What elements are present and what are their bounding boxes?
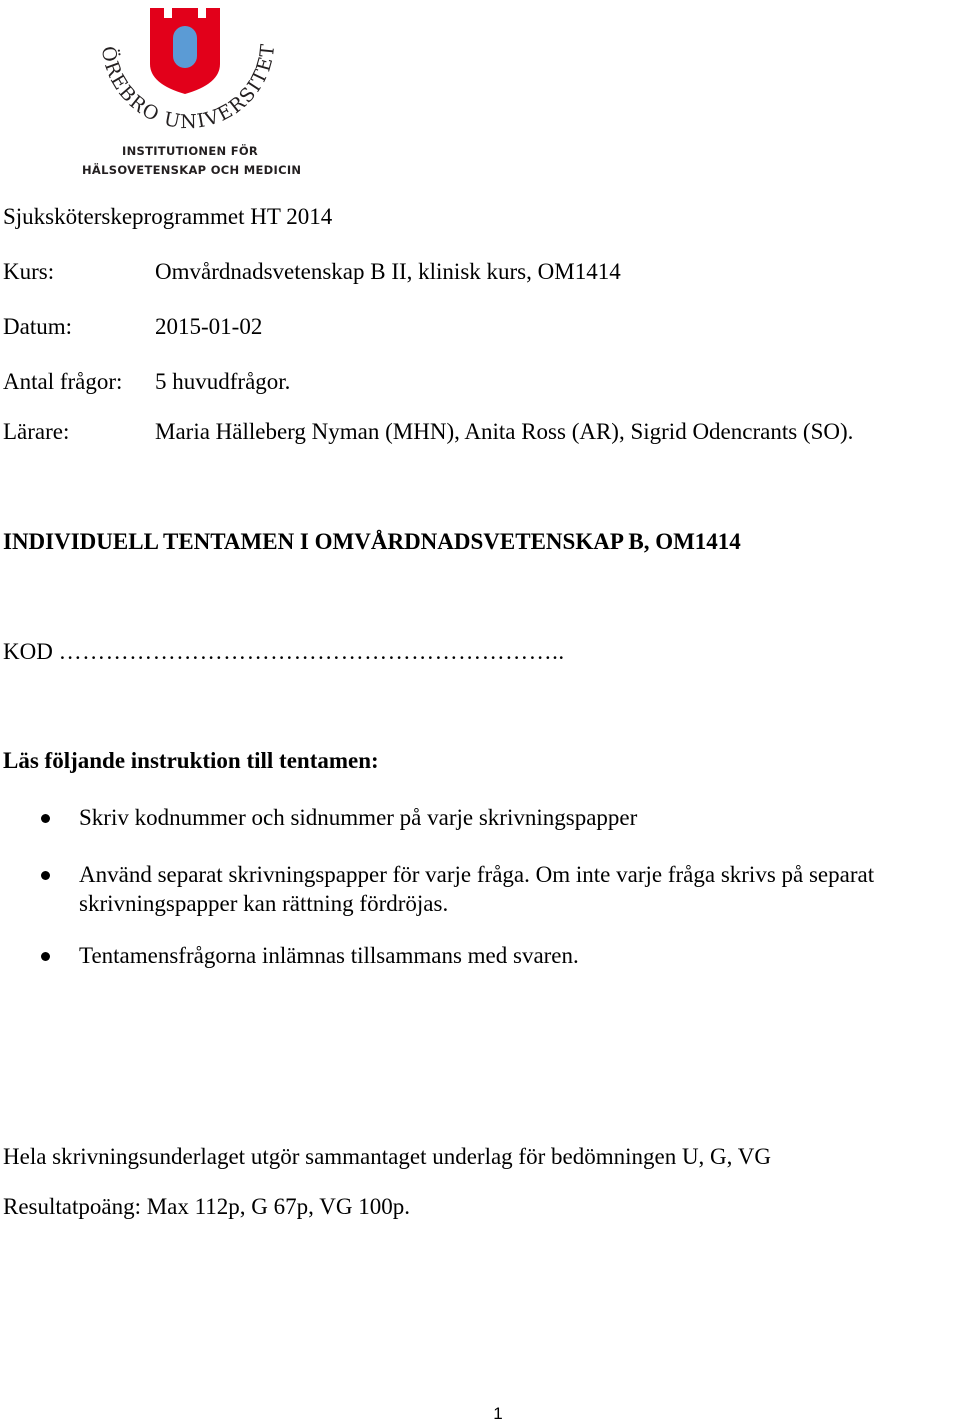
- instructions-heading: Läs följande instruktion till tentamen:: [3, 748, 379, 773]
- bullet-icon: [41, 814, 50, 823]
- course-value: Omvårdnadsvetenskap B II, klinisk kurs, OM1414: [155, 259, 621, 284]
- list-item: Skriv kodnummer och sidnummer på varje skrivningspapper: [79, 805, 638, 830]
- institution-line-2: HÄLSOVETENSKAP OCH MEDICIN: [82, 163, 302, 177]
- teachers-value: Maria Hälleberg Nyman (MHN), Anita Ross (AR), Sigrid Odencrants (SO).: [155, 419, 854, 444]
- result-points: Resultatpoäng: Max 112p, G 67p, VG 100p.: [3, 1194, 410, 1219]
- institution-line-1: INSTITUTIONEN FÖR: [122, 144, 259, 158]
- list-item: Tentamensfrågorna inlämnas tillsammans med svaren.: [79, 943, 579, 968]
- date-value: 2015-01-02: [155, 314, 263, 339]
- code-label: KOD: [3, 639, 53, 664]
- question-count-value: 5 huvudfrågor.: [155, 369, 291, 394]
- assessment-note: Hela skrivningsunderlaget utgör sammantaget underlag för bedömningen U, G, VG: [3, 1144, 771, 1169]
- svg-text:ÖREBRO UNIVERSITET: ÖREBRO UNIVERSITET: [96, 41, 280, 134]
- code-field: [3, 638, 565, 666]
- list-item: Använd separat skrivningspapper för varje fråga. Om inte varje fråga skrivs på separat skrivningspapper kan rättning fördröjas.: [79, 862, 875, 916]
- date-label: Datum:: [3, 314, 72, 339]
- exam-title: INDIVIDUELL TENTAMEN I OMVÅRDNADSVETENSKAP B, OM1414: [3, 529, 741, 554]
- bullet-icon: [41, 952, 50, 961]
- code-blank: ………………………………………………………..: [58, 639, 565, 664]
- course-label: Kurs:: [3, 259, 55, 284]
- question-count-label: Antal frågor:: [3, 369, 123, 394]
- university-logo: [80, 2, 302, 182]
- shield-icon: [150, 8, 220, 94]
- teachers-label: Lärare:: [3, 419, 70, 444]
- bullet-icon: [41, 871, 50, 880]
- program-title: Sjuksköterskeprogrammet HT 2014: [3, 204, 333, 229]
- page-number: 1: [493, 1404, 503, 1423]
